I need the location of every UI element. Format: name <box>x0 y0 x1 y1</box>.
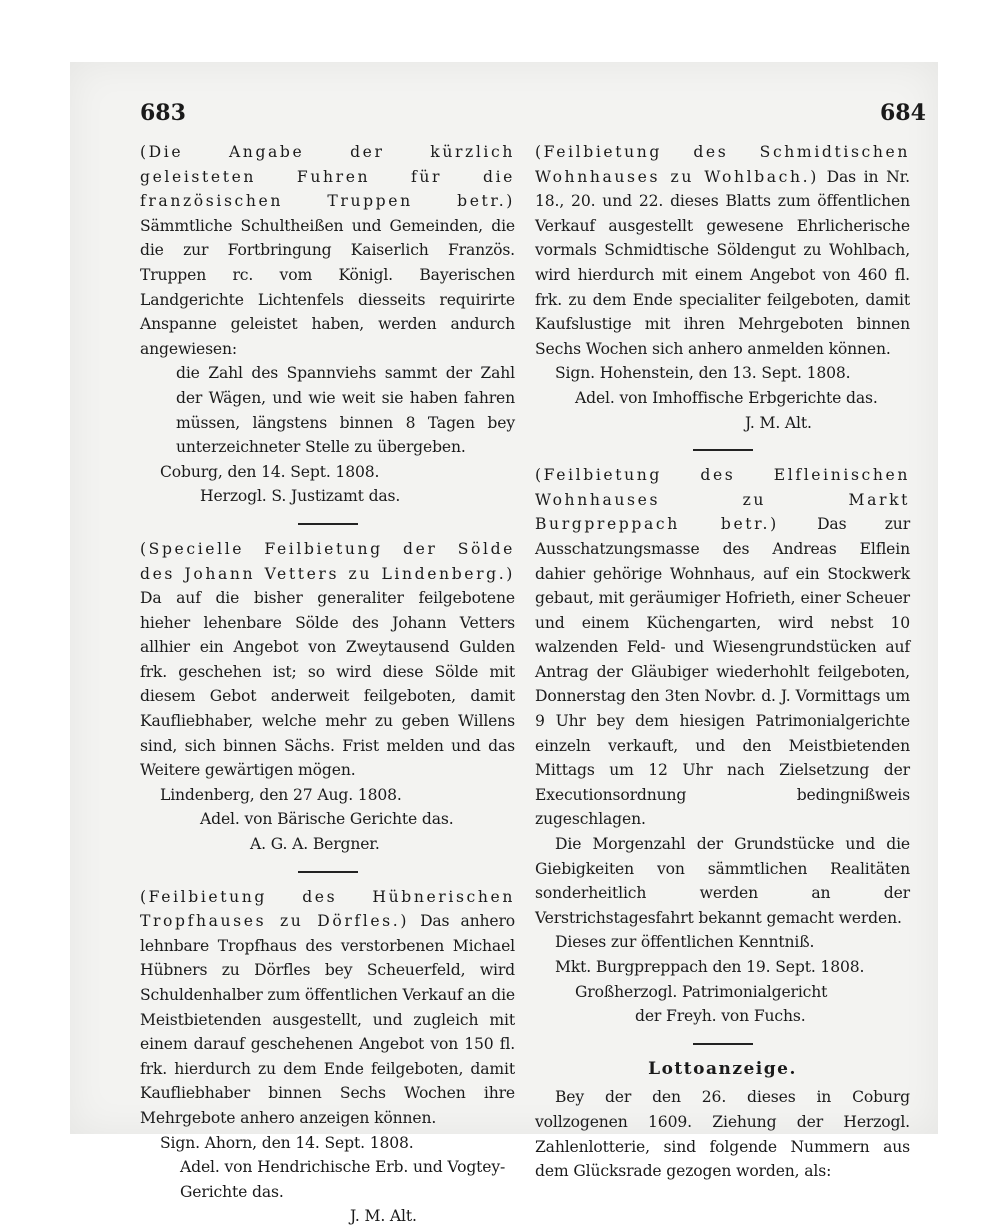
notice-body: Das in Nr. 18., 20. und 22. dieses Blatts zum öffentlichen Verkauf ausgestellt gewesene Ehrlicherische vormals Schmidtische Söldengut zu Wohlbach, wird hierdurch mit einem Angebot von 460 fl. frk. zu dem Ende specialiter feilgeboten, damit Kaufslustige mit ihren Mehrgeboten binnen Sechs Wochen sich anhero anmelden können. <box>535 167 910 358</box>
lotto-body: Bey der den 26. dieses in Coburg vollzogenen 1609. Ziehung der Herzogl. Zahlenlotterie, sind folgende Nummern aus dem Glücksrade gezogen worden, als: <box>535 1088 910 1181</box>
notice-heading: (Feilbietung des Hübnerischen Tropfhauses zu Dörfles.) <box>140 887 515 931</box>
notice-authority: Großherzogl. Patrimonialgericht <box>575 982 828 1001</box>
notice-place-date: Mkt. Burgpreppach den 19. Sept. 1808. <box>555 958 865 976</box>
notice-body: Da auf die bisher generaliter feilgebotene hieher lehenbare Sölde des Johann Vetters allhier ein Angebot von Zweytausend Gulden frk. geschehen ist; so wird diese Sölde mit diesem Gebot anderweit feilgeboten, damit Kaufliebhaber, welche mehr zu geben Willens sind, sich binnen Sächs. Frist melden und das Weitere gewärtigen mögen. <box>140 589 515 780</box>
notice-lotto <box>535 1057 910 1184</box>
notice-freight <box>140 140 515 509</box>
notice-signer: A. G. A. Bergner. <box>250 835 380 854</box>
lotto-title: Lottoanzeige. <box>648 1058 797 1079</box>
page-number-right: 684 <box>880 100 926 126</box>
notice-paragraph: Die Morgenzahl der Grundstücke und die Giebigkeiten von sämmtlichen Realitäten sonderheitlich werden an der Verstrichstagesfahrt bekannt gemacht werden. <box>535 835 910 927</box>
notice-authority: Adel. von Hendrichische Erb. und Vogtey-Gerichte das. <box>180 1158 506 1201</box>
notice-heading: (Feilbietung des Schmidtischen Wohnhauses zu Wohlbach.) <box>535 143 910 186</box>
notice-authority: Adel. von Bärische Gerichte das. <box>200 810 454 829</box>
notice-wohnhaus-burgpreppach <box>535 463 910 1029</box>
divider <box>298 523 358 525</box>
notice-authority: Herzogl. S. Justizamt das. <box>200 487 401 506</box>
notice-place-date: Coburg, den 14. Sept. 1808. <box>160 462 380 481</box>
notice-place-date: Sign. Hohenstein, den 13. Sept. 1808. <box>555 364 851 383</box>
page-number-left: 683 <box>140 100 186 126</box>
notice-paragraph: Dieses zur öffentlichen Kenntniß. <box>555 933 815 952</box>
notice-body: Sämmtliche Schultheißen und Gemeinden, die die zur Fortbringung Kaiserlich Französ. Truppen rc. vom Königl. Bayerischen Landgerichte Lichtenfels diesseits requirirte Anspanne geleistet haben, werden andurch angewiesen: <box>140 216 515 358</box>
notice-heading: (Specielle Feilbietung der Sölde des Johann Vetters zu Lindenberg.) <box>140 539 515 583</box>
notice-wohnhaus-wohlbach <box>535 140 910 435</box>
divider <box>693 449 753 451</box>
notice-signer: der Freyh. von Fuchs. <box>635 1007 806 1026</box>
notice-body: Das anhero lehnbare Tropfhaus des verstorbenen Michael Hübners zu Dörfles bey Scheuerfeld, wird Schuldenhalber zum öffentlichen Verkauf an die Meistbietenden ausgestellt, und zugleich mit einem darauf geschehenen Angebot von 150 fl. frk. hierdurch zu dem Ende feilgeboten, damit Kaufliebhaber binnen Sechs Wochen ihre Mehrgebote anhero anzeigen können. <box>140 912 516 1127</box>
left-column <box>140 140 515 1229</box>
divider <box>298 871 358 873</box>
notice-signer: J. M. Alt. <box>745 413 812 432</box>
notice-soelde-lindenberg <box>140 537 515 857</box>
notice-place-date: Sign. Ahorn, den 14. Sept. 1808. <box>160 1133 414 1152</box>
notice-body: Das zur Ausschatzungsmasse des Andreas Elflein dahier gehörige Wohnhaus, auf ein Stockwerk gebaut, mit geräumiger Hofrieth, einer Scheuer und einem Küchengarten, wird nebst 10 walzenden Feld- und Wiesengrundstücken auf Antrag der Gläubiger wiederhohlt feilgeboten, Donnerstag den 3ten Novbr. d. J. Vormittags um 9 Uhr bey dem hiesigen Patrimonialgerichte einzeln verkauft, und den Meistbietenden Mittags um 12 Uhr nach Zielsetzung der Executionsordnung bedingnißweis zugeschlagen. <box>535 515 910 829</box>
notice-heading: (Die Angabe der kürzlich geleisteten Fuhren für die französischen Truppen betr.) <box>140 143 515 211</box>
right-column <box>535 140 910 1184</box>
notice-authority: Adel. von Imhoffische Erbgerichte das. <box>575 388 878 407</box>
notice-signer: J. M. Alt. <box>350 1207 417 1226</box>
notice-tropfhaus-doerfles <box>140 885 515 1229</box>
notice-instructions: die Zahl des Spannviehs sammt der Zahl der Wägen, und wie weit sie haben fahren müssen, längstens binnen 8 Tagen bey unterzeichneter Stelle zu übergeben. <box>176 364 515 457</box>
divider <box>693 1043 753 1045</box>
notice-place-date: Lindenberg, den 27 Aug. 1808. <box>160 785 402 804</box>
notice-heading: (Feilbietung des Elfleinischen Wohnhauses zu Markt Burgpreppach betr.) <box>535 466 910 534</box>
